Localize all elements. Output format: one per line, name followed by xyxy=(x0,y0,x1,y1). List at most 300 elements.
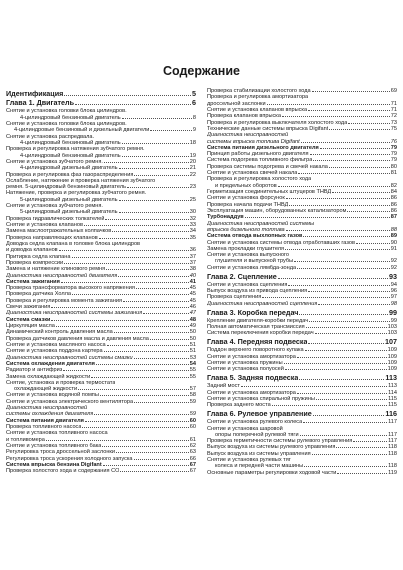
toc-dot-leader xyxy=(84,225,189,226)
toc-column-right xyxy=(207,88,397,564)
toc-entry-title: Основные параметры регулировки ходовой части xyxy=(207,469,337,476)
toc-entry xyxy=(207,402,397,408)
toc-entry-title: Проверка герметичности системы рулевого управления xyxy=(207,438,353,445)
toc-entry-page: 45 xyxy=(189,297,196,304)
toc-entry-title: Регулировка троса дроссельной заслонки xyxy=(6,449,116,456)
toc-entry-title: Идентификация xyxy=(6,89,64,98)
toc-entry-title: Регулировка троса ускорения холодного запуска xyxy=(6,455,133,462)
toc-entry-title: Снятие и установка головки блока цилиндров. xyxy=(6,121,127,127)
toc-entry-page: 119 xyxy=(388,469,397,476)
toc-entry-title: Снятие и установка амортизатора xyxy=(207,353,296,360)
toc-dot-leader xyxy=(150,130,192,131)
toc-entry-title: Турбонаддув xyxy=(207,214,244,221)
toc-entry-title: Полная автоматическая трансмиссия xyxy=(207,324,305,330)
toc-dot-leader xyxy=(304,466,387,467)
toc-dot-leader xyxy=(286,230,390,231)
toc-entry-page: 115 xyxy=(388,402,397,409)
toc-entry-page: 96 xyxy=(390,288,397,295)
toc-entry-page: 92 xyxy=(390,258,397,265)
toc-entry-title: Эксплуатация машин, оборудованных катализатором xyxy=(207,207,347,214)
toc-entry-page: 63 xyxy=(189,449,196,456)
toc-dot-leader xyxy=(329,129,389,130)
toc-entry-page: 81 xyxy=(390,170,397,177)
toc-entry-page: 59 xyxy=(189,411,196,418)
toc-entry-page: 8 xyxy=(192,114,196,121)
toc-entry-page: 60 xyxy=(189,424,196,430)
toc-entry-title: Проверка стабилизации холостого хода xyxy=(207,88,311,94)
toc-entry-title: Проверка датчика Холла xyxy=(6,291,71,298)
toc-entry-title: Замена маслоотражательных колпачков xyxy=(6,228,112,235)
toc-dot-leader xyxy=(286,198,390,199)
toc-dot-leader xyxy=(308,110,390,111)
toc-entry-page: 73 xyxy=(390,119,397,126)
toc-entry-title: Выпуск воздуха из системы рулевого управления xyxy=(207,444,336,451)
toc-entry-page: 40 xyxy=(189,272,196,279)
toc-dot-leader xyxy=(306,327,387,328)
toc-entry-page: 92 xyxy=(390,264,397,271)
toc-entry-title: Крепление двигателя-коробки передач xyxy=(207,317,309,324)
toc-entry-title: 4-цилиндровый дизельный двигатель xyxy=(20,165,118,172)
toc-entry-title: Глава 1. Двигатель xyxy=(6,99,75,108)
toc-entry-title: и доводка клапанов xyxy=(6,247,58,254)
toc-entry-title: Проверка трансформатора высокого напряжения xyxy=(6,285,135,292)
toc-dot-leader xyxy=(119,168,189,169)
toc-entry-page: 66 xyxy=(189,455,196,462)
toc-entry-title: Снятие и установка спиральной пружины xyxy=(207,395,315,402)
toc-dot-leader xyxy=(308,343,384,344)
toc-entry-title: Притирка седла клапана xyxy=(6,253,71,260)
toc-entry-title: Глава 5. Задняя подвеска xyxy=(207,374,299,383)
toc-entry-title: Снятие и установка шаровой xyxy=(207,425,283,432)
toc-entry-title: Диагностика неисправностей двигателя xyxy=(6,272,118,279)
toc-dot-leader xyxy=(303,422,387,423)
toc-entry-page: 60 xyxy=(189,417,196,424)
toc-dot-leader xyxy=(284,363,387,364)
toc-dot-leader xyxy=(134,459,189,460)
toc-entry-page: 22 xyxy=(189,171,196,178)
toc-dot-leader xyxy=(320,148,390,149)
toc-dot-leader xyxy=(51,307,188,308)
toc-entry-title: Снятие, установка и проверка термостата xyxy=(6,379,116,386)
toc-dot-leader xyxy=(134,402,189,403)
toc-entry-title: и топливомера xyxy=(6,436,45,443)
toc-entry-page: 46 xyxy=(189,304,196,311)
toc-entry-title: Технические данные системы впрыска Digifant xyxy=(207,125,329,132)
toc-dot-leader xyxy=(105,219,188,220)
toc-dot-leader xyxy=(294,261,390,262)
toc-entry-page: 103 xyxy=(387,324,397,330)
toc-entry xyxy=(207,309,397,317)
toc-dot-leader xyxy=(136,288,189,289)
toc-entry-title: Диагностика неисправностей xyxy=(6,405,88,412)
toc-entry-title: Проверка гидравлических толкателей xyxy=(6,215,105,222)
toc-entry-page: 116 xyxy=(385,409,397,418)
toc-dot-leader xyxy=(278,278,388,279)
toc-dot-leader xyxy=(122,156,189,157)
toc-dot-leader xyxy=(285,369,387,370)
toc-entry-title: Проверка направляющих клапанов xyxy=(6,234,98,241)
toc-dot-leader xyxy=(285,249,390,250)
toc-entry-title: Система отвода выхлопных газов xyxy=(207,233,303,240)
toc-dot-leader xyxy=(316,399,387,400)
toc-dot-leader xyxy=(78,389,189,390)
toc-dot-leader xyxy=(150,339,189,340)
toc-entry-title: Свечи зажигания xyxy=(6,304,51,311)
toc-entry-page: 33 xyxy=(189,222,196,228)
toc-entry xyxy=(207,301,397,307)
toc-entry-page: 34 xyxy=(189,228,196,235)
toc-entry-page: 61 xyxy=(189,436,196,443)
toc-entry-title: 4-цилиндровый бензиновый двигатель xyxy=(20,114,121,121)
toc-entry-page: 9 xyxy=(192,127,196,134)
toc-column-left xyxy=(6,88,196,564)
toc-dot-leader xyxy=(103,465,189,466)
toc-entry-title: Проверка и регулировка выключателя холостого хода xyxy=(207,119,348,126)
toc-entry-page: 118 xyxy=(388,463,397,470)
toc-entry-title: Задний мост xyxy=(207,383,240,390)
toc-entry-title: Проверка сцепления xyxy=(207,294,262,301)
toc-dot-leader xyxy=(119,212,189,213)
toc-entry-page: 50 xyxy=(189,329,196,336)
toc-dot-leader xyxy=(46,440,189,441)
toc-entry-title: Снятие и установка зубчатого ремня. xyxy=(6,158,103,165)
toc-entry-title: Снятие и установка рулевых тяг xyxy=(207,457,291,464)
toc-entry-title: системы охлаждения двигателя xyxy=(6,411,94,418)
toc-dot-leader xyxy=(312,91,390,92)
toc-entry-title: Радиатор и антифриз xyxy=(6,367,63,374)
toc-entry-title: Снятие и установка выпускного xyxy=(207,252,289,259)
toc-dot-leader xyxy=(297,268,390,269)
toc-dot-leader xyxy=(301,142,390,143)
toc-entry xyxy=(207,330,397,336)
toc-entry-page: 109 xyxy=(387,347,397,354)
toc-dot-leader xyxy=(332,192,389,193)
toc-dot-leader xyxy=(119,200,189,201)
toc-entry-title: Снятие и установка водяной помпы xyxy=(6,392,99,399)
toc-entry-title: Система питания двигателя xyxy=(6,417,84,424)
toc-entry-page: 45 xyxy=(189,285,196,292)
toc-entry-title: опоры поперечной рулевой тяги xyxy=(215,431,299,438)
toc-entry-title: Проверка и регулировка момента зажигания xyxy=(6,297,123,304)
toc-entry-title: Глава 2. Сцепление xyxy=(207,272,277,281)
toc-entry-title: Выпуск воздуха из системы управления xyxy=(207,450,311,457)
toc-entry-title: Снятие и установка сцепления xyxy=(207,281,288,288)
toc-entry-page: 67 xyxy=(189,468,196,475)
toc-dot-leader xyxy=(262,297,389,298)
toc-entry-title: Ослабление, натяжение и проверка натяжения зубчатого xyxy=(6,177,156,184)
toc-entry-title: Система подогрева топливного фильтра xyxy=(207,157,313,164)
toc-entry-page: 103 xyxy=(387,330,397,337)
toc-entry-page: 88 xyxy=(390,226,397,233)
toc-entry-title: Замена охлаждающей жидкости xyxy=(6,373,91,380)
toc-entry xyxy=(207,366,397,372)
toc-dot-leader xyxy=(267,104,390,105)
toc-dot-leader xyxy=(308,291,390,292)
toc-dot-leader xyxy=(312,454,387,455)
toc-entry-page: 30 xyxy=(189,209,196,216)
toc-entry-page: 59 xyxy=(189,398,196,405)
toc-entry-title: Снятие и установка пружины xyxy=(207,359,283,366)
toc-dot-leader xyxy=(134,175,188,176)
toc-entry-page: 25 xyxy=(189,196,196,203)
toc-dot-leader xyxy=(82,427,188,428)
toc-dot-leader xyxy=(64,263,189,264)
toc-dot-leader xyxy=(91,377,188,378)
toc-dot-leader xyxy=(94,414,188,415)
toc-entry-title: Доводка седла клапана в головке блока цилиндров xyxy=(6,240,141,247)
toc-entry-title: 4-цилиндровый бензиновый двигатель xyxy=(20,152,121,159)
toc-entry-page: 84 xyxy=(390,189,397,195)
toc-dot-leader xyxy=(289,205,389,206)
toc-entry-page: 86 xyxy=(390,201,397,208)
toc-dot-leader xyxy=(241,386,387,387)
toc-entry-title: дроссельной заслонки xyxy=(207,100,266,107)
toc-entry-page: 117 xyxy=(388,419,397,426)
toc-entry-title: системы впрыска топлива Digifant xyxy=(207,138,300,145)
toc-entry-title: Проверка системы подогрева и свечей накала xyxy=(207,163,328,170)
toc-entry-page: 89 xyxy=(390,233,397,240)
toc-entry-page: 41 xyxy=(189,278,196,285)
toc-entry-page: 79 xyxy=(390,151,397,158)
toc-dot-leader xyxy=(104,162,189,163)
toc-entry-page: 55 xyxy=(189,373,196,380)
toc-entry-page: 21 xyxy=(189,165,196,172)
toc-entry-page: 117 xyxy=(388,431,397,438)
toc-entry-page: 97 xyxy=(390,294,397,301)
toc-entry-title: Глава 3. Коробка передач xyxy=(207,308,299,317)
toc-entry-page: 109 xyxy=(387,359,397,366)
toc-entry-page: 113 xyxy=(385,373,397,383)
toc-dot-leader xyxy=(278,186,390,187)
toc-entry-title: Снятие и установка масляного насоса xyxy=(6,341,106,348)
toc-entry-title: Система питания дизельного двигателя xyxy=(207,144,319,151)
toc-dot-leader xyxy=(298,173,389,174)
toc-dot-leader xyxy=(51,320,188,321)
toc-entry-page: 6 xyxy=(192,98,196,108)
toc-entry-page: 113 xyxy=(388,383,397,390)
toc-entry-page: 79 xyxy=(390,157,397,164)
toc-entry-title: Проверка и регулировка натяжения зубчатого ремня. xyxy=(6,146,145,153)
toc-entry-page: 93 xyxy=(389,271,397,281)
toc-dot-leader xyxy=(99,238,189,239)
toc-dot-leader xyxy=(64,95,191,96)
toc-entry-title: Снятие и установка клапанов впрыска xyxy=(207,106,308,113)
toc-dot-leader xyxy=(309,321,390,322)
toc-entry-title: охлаждающей жидкости xyxy=(14,386,78,393)
toc-entry-title: Снятие и установка форсунок xyxy=(207,195,285,202)
toc-dot-leader xyxy=(85,421,189,422)
toc-dot-leader xyxy=(122,118,192,119)
toc-entry-title: Система смазки xyxy=(6,316,51,323)
toc-dot-leader xyxy=(75,104,191,105)
toc-dot-leader xyxy=(297,393,387,394)
toc-entry-title: Диагностика неисправностей сцепления xyxy=(207,300,318,307)
toc-entry-page: 18 xyxy=(189,139,196,146)
toc-entry-title: 4-цилиндровые бензиновый и дизельный двигатели xyxy=(14,127,150,134)
toc-entry-title: Глава 4. Передняя подвеска xyxy=(207,338,308,347)
toc-entry-page: 47 xyxy=(189,310,196,317)
toc-dot-leader xyxy=(299,314,388,315)
toc-entry-title: 5-цилиндровый дизельный двигатель xyxy=(20,209,118,216)
toc-entry-page: 49 xyxy=(189,323,196,329)
toc-entry-page: 82 xyxy=(390,182,397,189)
toc-entry-title: Диагностика неисправностей системы зажигания xyxy=(6,310,143,317)
toc-entry-page: 117 xyxy=(388,438,397,445)
toc-dot-leader xyxy=(61,282,189,283)
toc-entry-page: 75 xyxy=(390,125,397,132)
toc-entry-title: Снятие и установка лямбда-зонда xyxy=(207,264,297,271)
toc-entry-title: Снятие и установка электрического вентилятора xyxy=(6,398,134,405)
toc-dot-leader xyxy=(96,364,189,365)
toc-entry-page: 76 xyxy=(390,138,397,145)
toc-entry-title: Снятие и установка системы отвода отработавших газов xyxy=(207,239,355,246)
toc-entry-title: Снятие и установка амортизатора xyxy=(207,389,296,396)
toc-entry-title: и предельных оборотов xyxy=(215,182,277,189)
toc-dot-leader xyxy=(120,471,188,472)
toc-entry-page: 23 xyxy=(189,184,196,191)
toc-dot-leader xyxy=(297,357,387,358)
toc-entry-title: Снятие и установка зубчатого ремня. xyxy=(6,203,103,210)
toc-dot-leader xyxy=(104,351,189,352)
toc-dot-leader xyxy=(288,285,389,286)
toc-entry-title: Циркуляция масла xyxy=(6,323,55,329)
toc-entry-title: впрыска дизельного топлива xyxy=(207,226,285,233)
toc-dot-leader xyxy=(245,217,390,218)
toc-entry-page: 55 xyxy=(189,367,196,374)
toc-dot-leader xyxy=(102,446,188,447)
toc-entry-page: 35 xyxy=(189,234,196,241)
toc-entry-page: 87 xyxy=(390,214,397,221)
toc-dot-leader xyxy=(272,405,387,406)
toc-entry-title: Проверка компрессии xyxy=(6,259,64,266)
toc-entry xyxy=(207,338,397,346)
toc-entry-page: 80 xyxy=(390,163,397,170)
toc-dot-leader xyxy=(329,167,390,168)
toc-entry-page: 48 xyxy=(189,316,196,323)
toc-entry-page: 86 xyxy=(390,195,397,202)
page-title: Содержание xyxy=(162,64,240,78)
toc-dot-leader xyxy=(72,294,189,295)
toc-dot-leader xyxy=(353,441,387,442)
toc-entry-page: 57 xyxy=(189,386,196,393)
toc-dot-leader xyxy=(305,350,387,351)
toc-entry xyxy=(6,99,196,107)
toc-dot-leader xyxy=(318,304,389,305)
toc-entry-page: 71 xyxy=(390,100,397,107)
toc-entry-page: 69 xyxy=(390,88,397,94)
toc-dot-leader xyxy=(134,358,189,359)
toc-entry-title: 4-цилиндровый бензиновый двигатель xyxy=(20,139,121,146)
toc-dot-leader xyxy=(299,379,384,380)
toc-entry-title: Проверка начала подачи ТНВД xyxy=(207,201,289,208)
toc-entry-title: Проверка и регулировка фаз газораспределения xyxy=(6,171,134,178)
toc-entry-title: Снятие и установка поддона картера xyxy=(6,348,103,355)
toc-dot-leader xyxy=(282,116,390,117)
toc-entry-title: Поддон верхнего поворотного купака xyxy=(207,347,304,354)
toc-entry-title: Динамический контроль давления масла xyxy=(6,329,113,336)
toc-entry-title: Принцип работы дизельного двигателя xyxy=(207,151,309,158)
toc-entry-page: 54 xyxy=(189,360,196,367)
toc-entry-page: 32 xyxy=(189,215,196,222)
toc-dot-leader xyxy=(337,473,387,474)
toc-entry-title: Снятие и установка рулевого колеса xyxy=(207,419,303,426)
toc-entry-page: 62 xyxy=(189,442,196,449)
toc-entry-title: глушителя и выпускной трубы xyxy=(215,258,294,265)
toc-entry-title: Система зажигания xyxy=(6,278,60,285)
toc-entry-page: 67 xyxy=(189,461,196,468)
toc-entry-page: 90 xyxy=(390,239,397,246)
toc-dot-leader xyxy=(116,452,189,453)
toc-entry-page: 37 xyxy=(189,259,196,266)
toc-entry xyxy=(207,410,397,418)
toc-entry-title: Система переключения коробки передач xyxy=(207,330,314,337)
toc-entry-page: 107 xyxy=(385,337,397,347)
toc-entry-title: Снятие и установка распредвала. xyxy=(6,133,95,140)
toc-entry-title: Герметизация соединительных штуцеров ТНВД xyxy=(207,189,332,195)
toc-entry-page: 98 xyxy=(390,300,397,307)
toc-entry-page: 37 xyxy=(189,253,196,260)
toc-entry-page: 53 xyxy=(189,354,196,361)
toc-dot-leader xyxy=(303,236,389,237)
toc-entry-title: Глава 6. Рулевое управление xyxy=(207,410,312,418)
toc-entry-page: 71 xyxy=(390,106,397,113)
toc-entry-page: 118 xyxy=(388,444,397,451)
toc-entry-page: 50 xyxy=(189,335,196,342)
toc-entry-title: Проверка холостого хода и содержания CO xyxy=(6,468,120,475)
toc-dot-leader xyxy=(313,160,389,161)
toc-entry-page: 72 xyxy=(390,113,397,120)
toc-entry-title: Система охлаждения двигателя xyxy=(6,360,95,367)
toc-entry-title: колеса и передней части машины xyxy=(215,463,304,470)
toc-entry-title: Проверка клапанов впрыска xyxy=(207,113,281,120)
toc-dot-leader xyxy=(347,211,389,212)
toc-dot-leader xyxy=(112,231,189,232)
toc-entry-title: Проверка датчиков давления масла и давления масла xyxy=(6,335,149,342)
toc-dot-leader xyxy=(100,395,189,396)
toc-dot-leader xyxy=(348,123,389,124)
toc-entry-title: Диагностика неисправностей системы xyxy=(207,220,315,227)
toc-entry-page: 99 xyxy=(390,317,397,324)
toc-entry-page: 91 xyxy=(390,245,397,252)
toc-entry-title: Проверка топливного насоса xyxy=(6,424,82,430)
toc-entry-title: Натяжение, проверка и регулировка зубчатого ремня. xyxy=(6,190,147,197)
toc-entry-page: 109 xyxy=(387,366,397,373)
toc-entry-page: 5 xyxy=(192,88,196,98)
toc-dot-leader xyxy=(114,332,189,333)
toc-entry-title: Снятие и установка топливного насоса xyxy=(6,430,108,437)
toc-entry-page: 19 xyxy=(189,152,196,159)
toc-dot-leader xyxy=(315,333,387,334)
toc-entry xyxy=(207,265,397,271)
toc-entry-title: Замена и натяжение клинового ремня xyxy=(6,266,106,273)
toc-entry-page: 79 xyxy=(390,144,397,151)
toc-entry-page: 38 xyxy=(189,266,196,273)
toc-entry-title: Снятие и установка полуосей xyxy=(207,366,284,373)
toc-entry-page: 114 xyxy=(388,389,397,396)
toc-entry-page: 86 xyxy=(390,207,397,214)
toc-entry-title: Снятие и установка топливного бака xyxy=(6,442,102,449)
toc-entry-page: 99 xyxy=(389,307,397,317)
toc-entry xyxy=(6,468,196,474)
toc-dot-leader xyxy=(107,345,189,346)
toc-entry-title: Система впрыска бензина Digifant xyxy=(6,461,102,468)
toc-entry xyxy=(6,90,196,98)
toc-entry-title: Диагностика неисправностей системы смазки xyxy=(6,354,133,361)
toc-dot-leader xyxy=(356,243,390,244)
toc-dot-leader xyxy=(56,326,189,327)
toc-entry-page: 36 xyxy=(189,247,196,254)
toc-entry-title: Диагностика неисправностей xyxy=(207,132,289,139)
